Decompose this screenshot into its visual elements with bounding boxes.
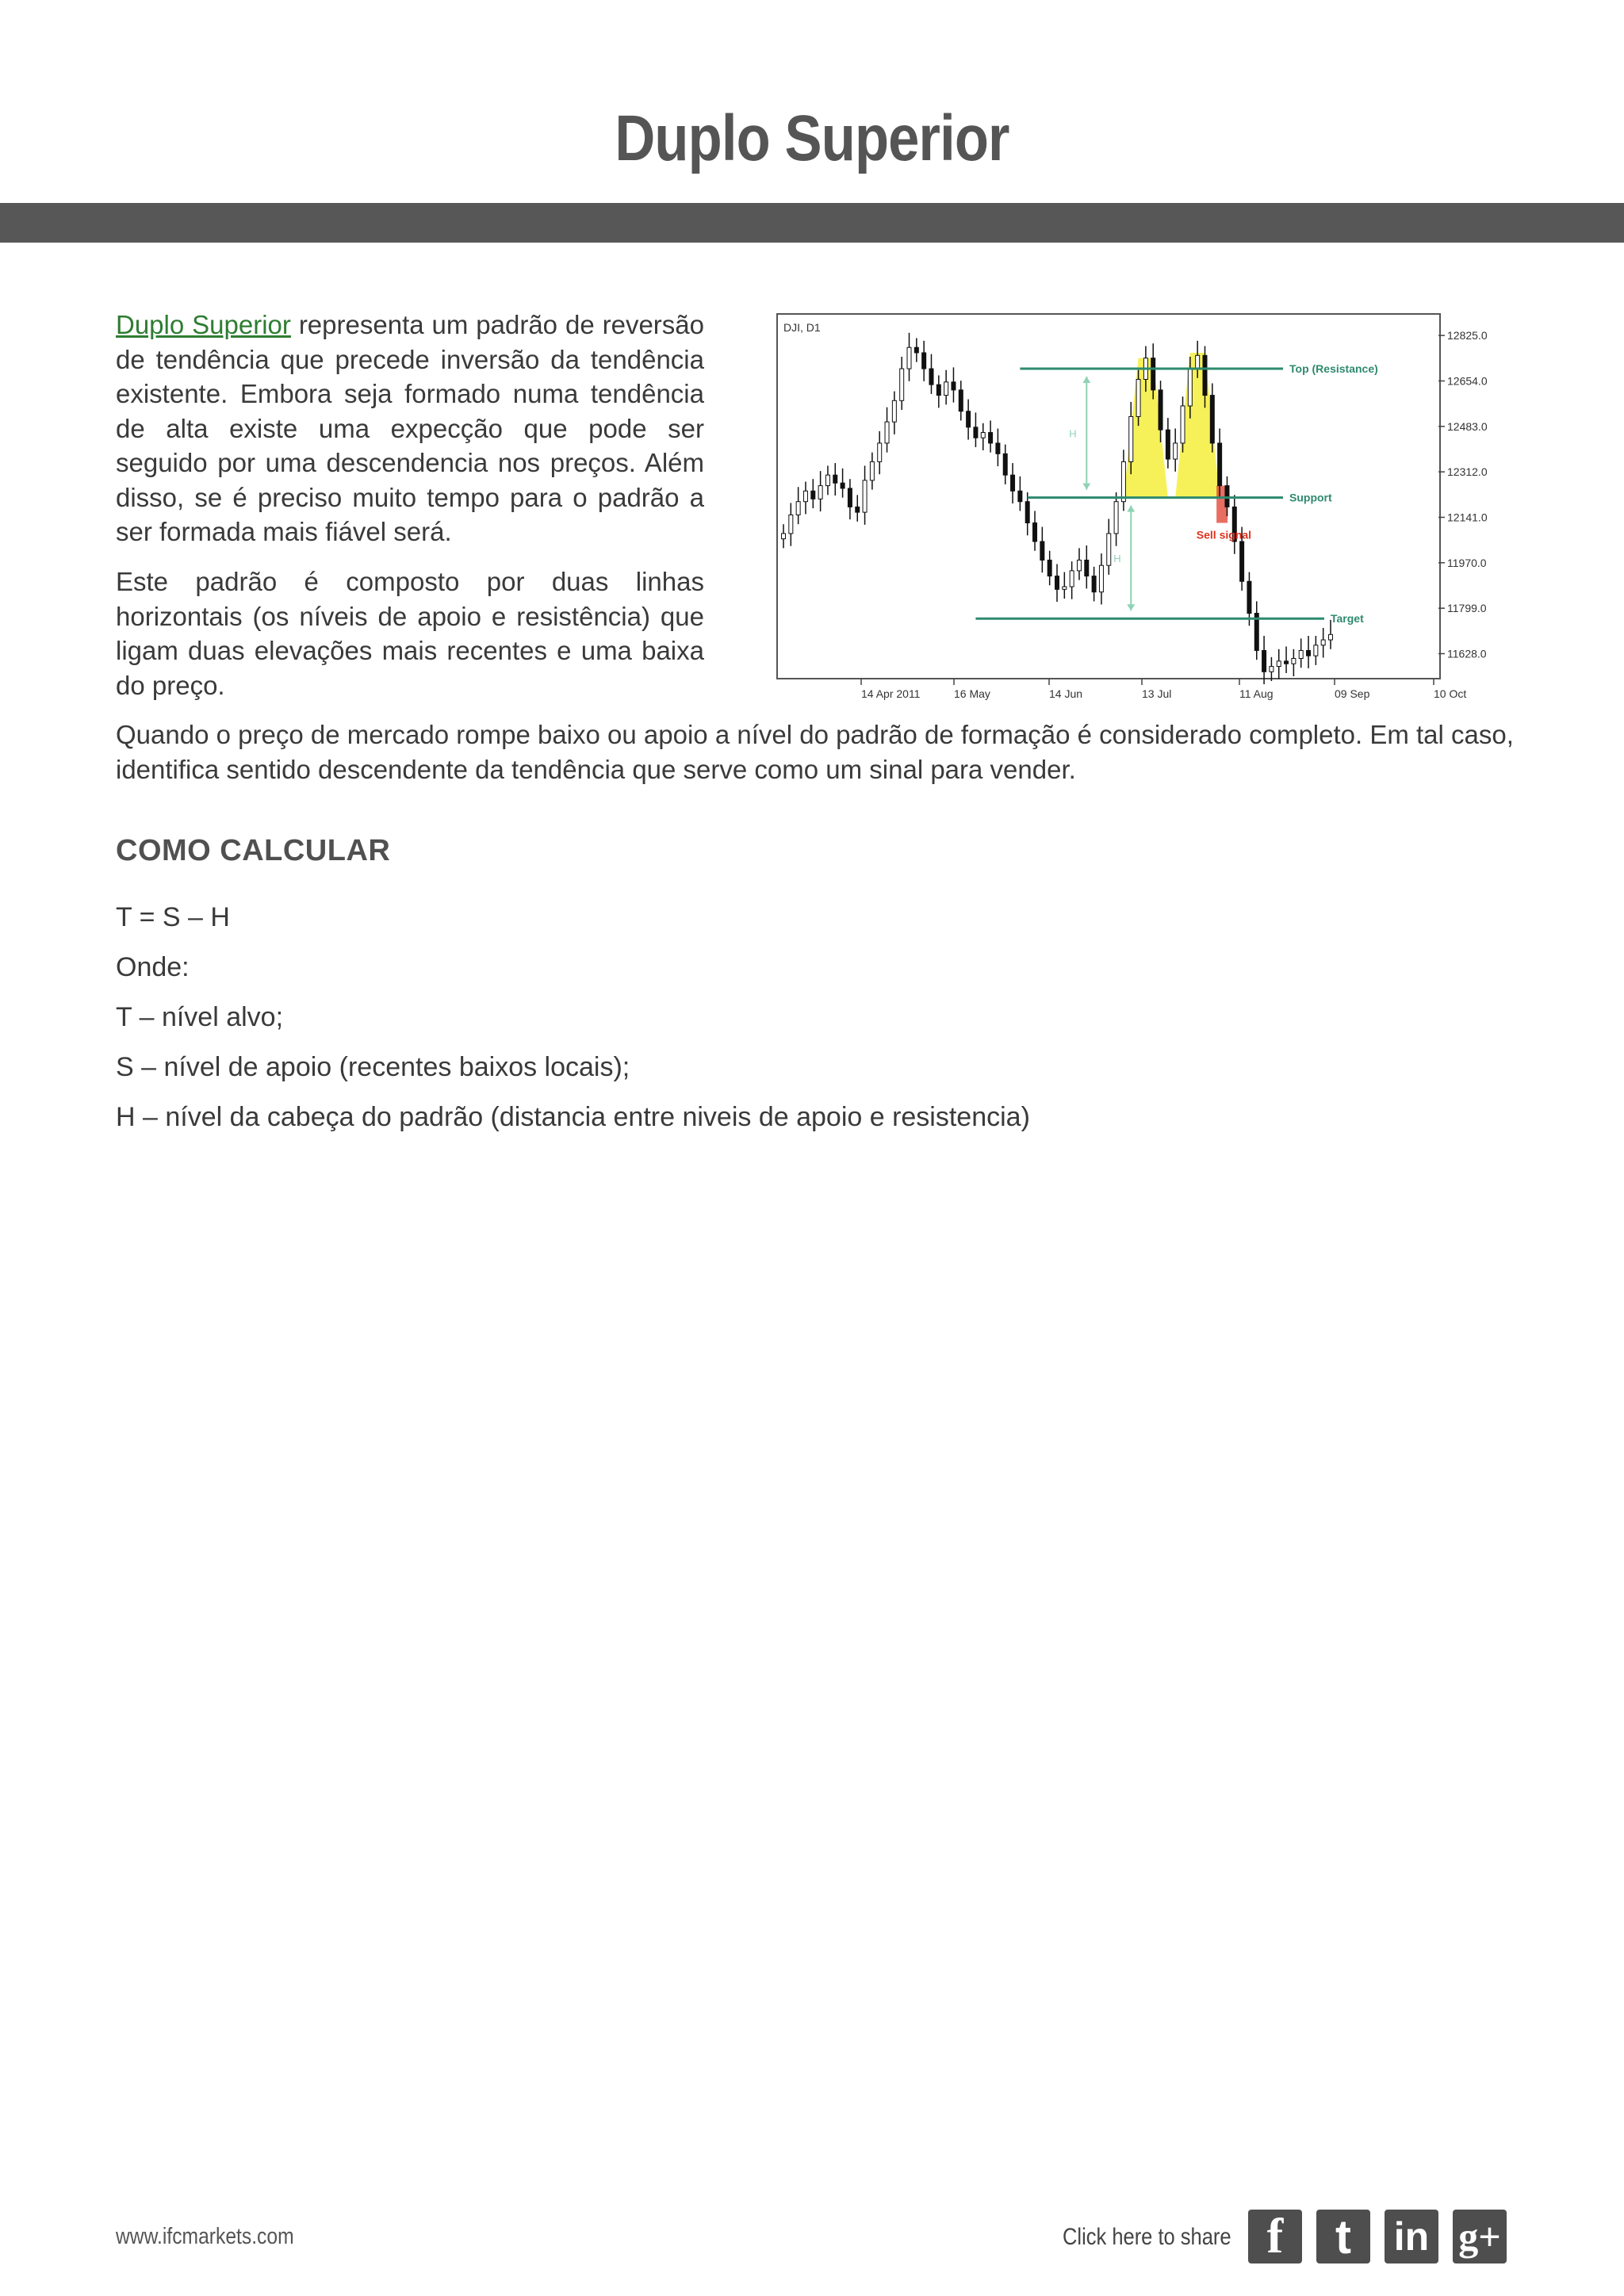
duplo-superior-link[interactable]: Duplo Superior (116, 310, 291, 339)
level-label: Top (Resistance) (1289, 362, 1378, 376)
intro-paragraph-1-text: representa um padrão de reversão de tendência que precede inversão da tendência existente. Embora seja formado numa tendência de alta existe uma expecção que pode ser seguido por uma descendencia nos preços. Além disso, se é preciso muito tempo para o padrão a ser formada mais fiável será. (116, 310, 704, 546)
candle-body (1063, 587, 1067, 589)
candle-body (1329, 634, 1333, 640)
title-bar (0, 203, 1624, 243)
intro-paragraph-2: Este padrão é composto por duas linhas horizontais (os níveis de apoio e resistência) que ligam duas elevações mais recentes e uma baixa do preço. (116, 567, 704, 700)
page-title: Duplo Superior (615, 102, 1009, 174)
candle-body (863, 480, 867, 512)
candle-body (818, 486, 822, 499)
candle-body (1270, 667, 1274, 672)
twitter-icon[interactable]: t (1316, 2210, 1370, 2263)
candle-body (1299, 650, 1303, 658)
candle-body (1159, 390, 1162, 430)
candle-body (1188, 369, 1192, 406)
sell-signal-label: Sell signal (1196, 528, 1252, 541)
candle-body (841, 483, 845, 488)
x-tick-label: 13 Jul (1142, 687, 1172, 700)
candle-body (1085, 560, 1089, 576)
candle-body (833, 475, 837, 483)
candle-body (1307, 650, 1311, 656)
candle-body (1166, 430, 1170, 459)
candle-body (1210, 396, 1214, 443)
candle-body (1092, 576, 1096, 592)
candle-body (1174, 443, 1178, 459)
linkedin-icon[interactable]: in (1385, 2210, 1438, 2263)
y-tick-label: 11799.0 (1447, 602, 1487, 615)
h-definition: H – nível da cabeça do padrão (distancia entre niveis de apoio e resistencia) (116, 1102, 1030, 1132)
candle-body (907, 347, 911, 369)
x-tick-label: 09 Sep (1335, 687, 1370, 700)
candle-body (1292, 659, 1296, 664)
y-axis (1438, 329, 1488, 660)
h-arrow-label: H (1113, 552, 1121, 564)
candle-body (1018, 491, 1022, 501)
candle-body (1285, 661, 1289, 664)
candle-body (1203, 355, 1207, 395)
x-tick-label: 16 May (954, 687, 990, 700)
candle-body (1114, 502, 1118, 534)
formula: T = S – H (116, 902, 230, 932)
candle-body (922, 353, 926, 369)
candle-body (1070, 571, 1074, 587)
candle-body (1225, 486, 1229, 507)
level-label: Support (1289, 491, 1332, 504)
section-heading: COMO CALCULAR (116, 834, 391, 867)
candle-body (885, 422, 889, 443)
x-tick-label: 14 Jun (1049, 687, 1083, 700)
candle-body (959, 390, 963, 411)
candle-body (1003, 453, 1007, 475)
candle-body (1077, 560, 1081, 570)
candle-body (1025, 502, 1029, 523)
y-tick-label: 12654.0 (1447, 374, 1488, 388)
candle-body (1218, 443, 1222, 486)
candle-body (870, 461, 874, 480)
candle-body (974, 427, 978, 438)
candle-body (1247, 581, 1251, 613)
candle-body (1040, 541, 1044, 560)
candle-body (914, 347, 918, 353)
x-tick-label: 10 Oct (1434, 687, 1467, 700)
y-tick-label: 12825.0 (1447, 329, 1488, 342)
candle-body (944, 382, 948, 396)
candle-body (1181, 406, 1185, 443)
candle-body (981, 433, 985, 438)
candle-body (1321, 640, 1325, 645)
candle-body (929, 369, 933, 385)
candle-body (1129, 416, 1133, 461)
candle-body (796, 502, 800, 515)
candle-body (1151, 358, 1155, 390)
level-label: Target (1331, 612, 1364, 626)
t-definition: T – nível alvo; (116, 1002, 284, 1032)
x-tick-label: 11 Aug (1239, 687, 1274, 700)
y-tick-label: 11628.0 (1447, 647, 1487, 660)
x-tick-label: 14 Apr 2011 (861, 687, 921, 700)
intro-paragraph-3: Quando o preço de mercado rompe baixo ou apoio a nível do padrão de formação é considerado completo. Em tal caso, identifica sentido descendente da tendência que serve como um sinal para vender. (116, 720, 1514, 784)
candle-body (848, 488, 852, 507)
candle-body (1314, 645, 1318, 656)
googleplus-icon[interactable]: g+ (1453, 2210, 1507, 2263)
candle-body (1011, 475, 1015, 491)
candle-body (878, 443, 882, 461)
candle-body (782, 534, 786, 539)
instrument-label: DJI, D1 (783, 321, 821, 334)
candle-body (1055, 576, 1059, 590)
where-label: Onde: (116, 952, 190, 982)
candle-body (892, 400, 896, 422)
s-definition: S – nível de apoio (recentes baixos locais); (116, 1052, 630, 1082)
candle-body (811, 491, 815, 499)
facebook-icon[interactable]: f (1248, 2210, 1302, 2263)
candle-body (825, 475, 829, 485)
candle-body (996, 443, 1000, 453)
y-tick-label: 12141.0 (1447, 511, 1488, 524)
candle-body (1033, 523, 1037, 541)
candle-body (1136, 379, 1140, 416)
candle-body (1262, 650, 1266, 672)
candle-body (900, 369, 904, 400)
candle-body (1099, 565, 1103, 592)
footer-url[interactable]: www.ifcmarkets.com (116, 2224, 294, 2249)
y-tick-label: 12312.0 (1447, 465, 1488, 479)
candle-body (789, 515, 793, 533)
intro-paragraph-1 (116, 308, 704, 549)
candle-body (936, 385, 940, 395)
double-top-chart (776, 311, 1488, 703)
candle-body (803, 491, 807, 501)
candle-body (1107, 534, 1111, 565)
candle-body (989, 433, 993, 443)
x-axis (861, 679, 1466, 700)
candle-body (1121, 461, 1125, 501)
candle-body (1277, 661, 1281, 667)
candle-body (1240, 541, 1244, 581)
y-tick-label: 12483.0 (1447, 419, 1488, 433)
share-label: Click here to share (1063, 2224, 1231, 2250)
y-tick-label: 11970.0 (1447, 556, 1487, 569)
candle-body (1196, 355, 1200, 369)
candle-body (967, 411, 971, 427)
candle-body (856, 507, 860, 512)
candle-body (952, 382, 956, 390)
h-arrow-label: H (1069, 427, 1077, 440)
candle-body (1048, 560, 1051, 576)
